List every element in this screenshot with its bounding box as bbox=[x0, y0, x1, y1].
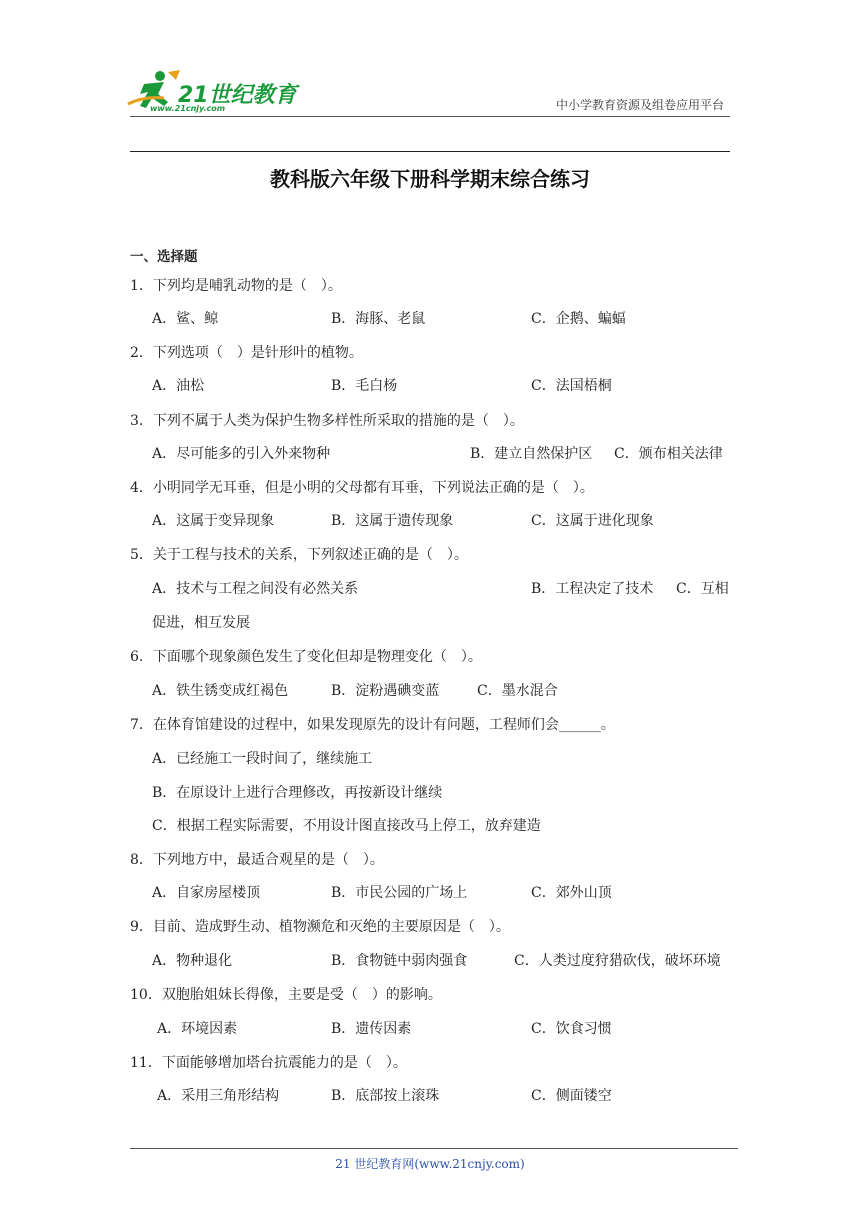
q4-option-b[interactable]: B．这属于遗传现象 bbox=[331, 513, 454, 529]
q6-option-b[interactable]: B．淀粉遇碘变蓝 bbox=[331, 683, 440, 699]
q10-option-b[interactable]: B．遗传因素 bbox=[331, 1021, 412, 1037]
q4-option-c[interactable]: C．这属于进化现象 bbox=[531, 513, 654, 529]
footer-link[interactable]: 21 世纪教育网(www.21cnjy.com) bbox=[335, 1157, 525, 1171]
footer-divider bbox=[130, 1148, 738, 1149]
q8-option-a[interactable]: A．自家房屋楼顶 bbox=[152, 885, 261, 901]
q3-option-a[interactable]: A．尽可能多的引入外来物种 bbox=[152, 446, 331, 462]
q7-option-b[interactable]: B．在原设计上进行合理修改，再按新设计继续 bbox=[152, 785, 443, 801]
q2-option-a[interactable]: A．油松 bbox=[152, 378, 205, 394]
q6-option-c[interactable]: C．墨水混合 bbox=[477, 683, 558, 699]
question-2: 2．下列选项（ ）是针形叶的植物。 bbox=[130, 345, 363, 361]
question-8: 8．下列地方中，最适合观星的是（ ）。 bbox=[130, 852, 384, 868]
q5-option-c-continued: 促进，相互发展 bbox=[152, 615, 250, 631]
document-title: 教科版六年级下册科学期末综合练习 bbox=[270, 167, 590, 191]
question-11: 11．下面能够增加塔台抗震能力的是（ ）。 bbox=[130, 1055, 407, 1071]
question-5: 5．关于工程与技术的关系，下列叙述正确的是（ ）。 bbox=[130, 547, 468, 563]
q5-option-b[interactable]: B．工程决定了技术 bbox=[531, 581, 654, 597]
section-heading: 一、选择题 bbox=[130, 249, 198, 265]
q9-option-b[interactable]: B．食物链中弱肉强食 bbox=[331, 953, 468, 969]
question-4: 4．小明同学无耳垂，但是小明的父母都有耳垂，下列说法正确的是（ ）。 bbox=[130, 480, 594, 496]
q2-option-b[interactable]: B．毛白杨 bbox=[331, 378, 398, 394]
q7-option-a[interactable]: A．已经施工一段时间了，继续施工 bbox=[152, 751, 373, 767]
q7-option-c[interactable]: C．根据工程实际需要，不用设计图直接改马上停工，放弃建造 bbox=[152, 818, 541, 834]
question-10: 10．双胞胎姐妹长得像，主要是受（ ）的影响。 bbox=[130, 987, 442, 1003]
question-3: 3．下列不属于人类为保护生物多样性所采取的措施的是（ ）。 bbox=[130, 413, 524, 429]
header-divider bbox=[130, 116, 730, 117]
q11-option-b[interactable]: B．底部按上滚珠 bbox=[331, 1088, 440, 1104]
q8-option-c[interactable]: C．郊外山顶 bbox=[531, 885, 612, 901]
logo-url: www.21cnjy.com bbox=[150, 104, 226, 113]
q11-option-c[interactable]: C．侧面镂空 bbox=[531, 1088, 612, 1104]
q4-option-a[interactable]: A．这属于变异现象 bbox=[152, 513, 275, 529]
q5-option-c[interactable]: C．互相 bbox=[676, 581, 729, 597]
q8-option-b[interactable]: B．市民公园的广场上 bbox=[331, 885, 468, 901]
question-1: 1．下列均是哺乳动物的是（ ）。 bbox=[130, 278, 342, 294]
q10-option-c[interactable]: C．饮食习惯 bbox=[531, 1021, 612, 1037]
q11-option-a[interactable]: A．采用三角形结构 bbox=[157, 1088, 280, 1104]
title-divider bbox=[130, 151, 730, 152]
question-9: 9．目前、造成野生动、植物濒危和灭绝的主要原因是（ ）。 bbox=[130, 919, 510, 935]
q9-option-c[interactable]: C．人类过度狩猎砍伐，破坏环境 bbox=[514, 953, 721, 969]
site-logo[interactable] bbox=[130, 66, 300, 116]
q3-option-b[interactable]: B．建立自然保护区 bbox=[470, 446, 593, 462]
q1-option-c[interactable]: C．企鹅、蝙蝠 bbox=[531, 311, 626, 327]
q6-option-a[interactable]: A．铁生锈变成红褐色 bbox=[152, 683, 289, 699]
q9-option-a[interactable]: A．物种退化 bbox=[152, 953, 233, 969]
platform-name: 中小学教育资源及组卷应用平台 bbox=[555, 98, 724, 112]
q3-option-c[interactable]: C．颁布相关法律 bbox=[614, 446, 723, 462]
question-7: 7．在体育馆建设的过程中，如果发现原先的设计有问题，工程师们会______。 bbox=[130, 717, 615, 733]
q1-option-a[interactable]: A．鲨、鲸 bbox=[152, 311, 219, 327]
page-header bbox=[130, 66, 730, 118]
question-6: 6．下面哪个现象颜色发生了变化但却是物理变化（ ）。 bbox=[130, 649, 482, 665]
q2-option-c[interactable]: C．法国梧桐 bbox=[531, 378, 612, 394]
q10-option-a[interactable]: A．环境因素 bbox=[157, 1021, 238, 1037]
q5-option-a[interactable]: A．技术与工程之间没有必然关系 bbox=[152, 581, 359, 597]
q1-option-b[interactable]: B．海豚、老鼠 bbox=[331, 311, 426, 327]
logo-title: 21世纪教育 bbox=[178, 83, 297, 108]
